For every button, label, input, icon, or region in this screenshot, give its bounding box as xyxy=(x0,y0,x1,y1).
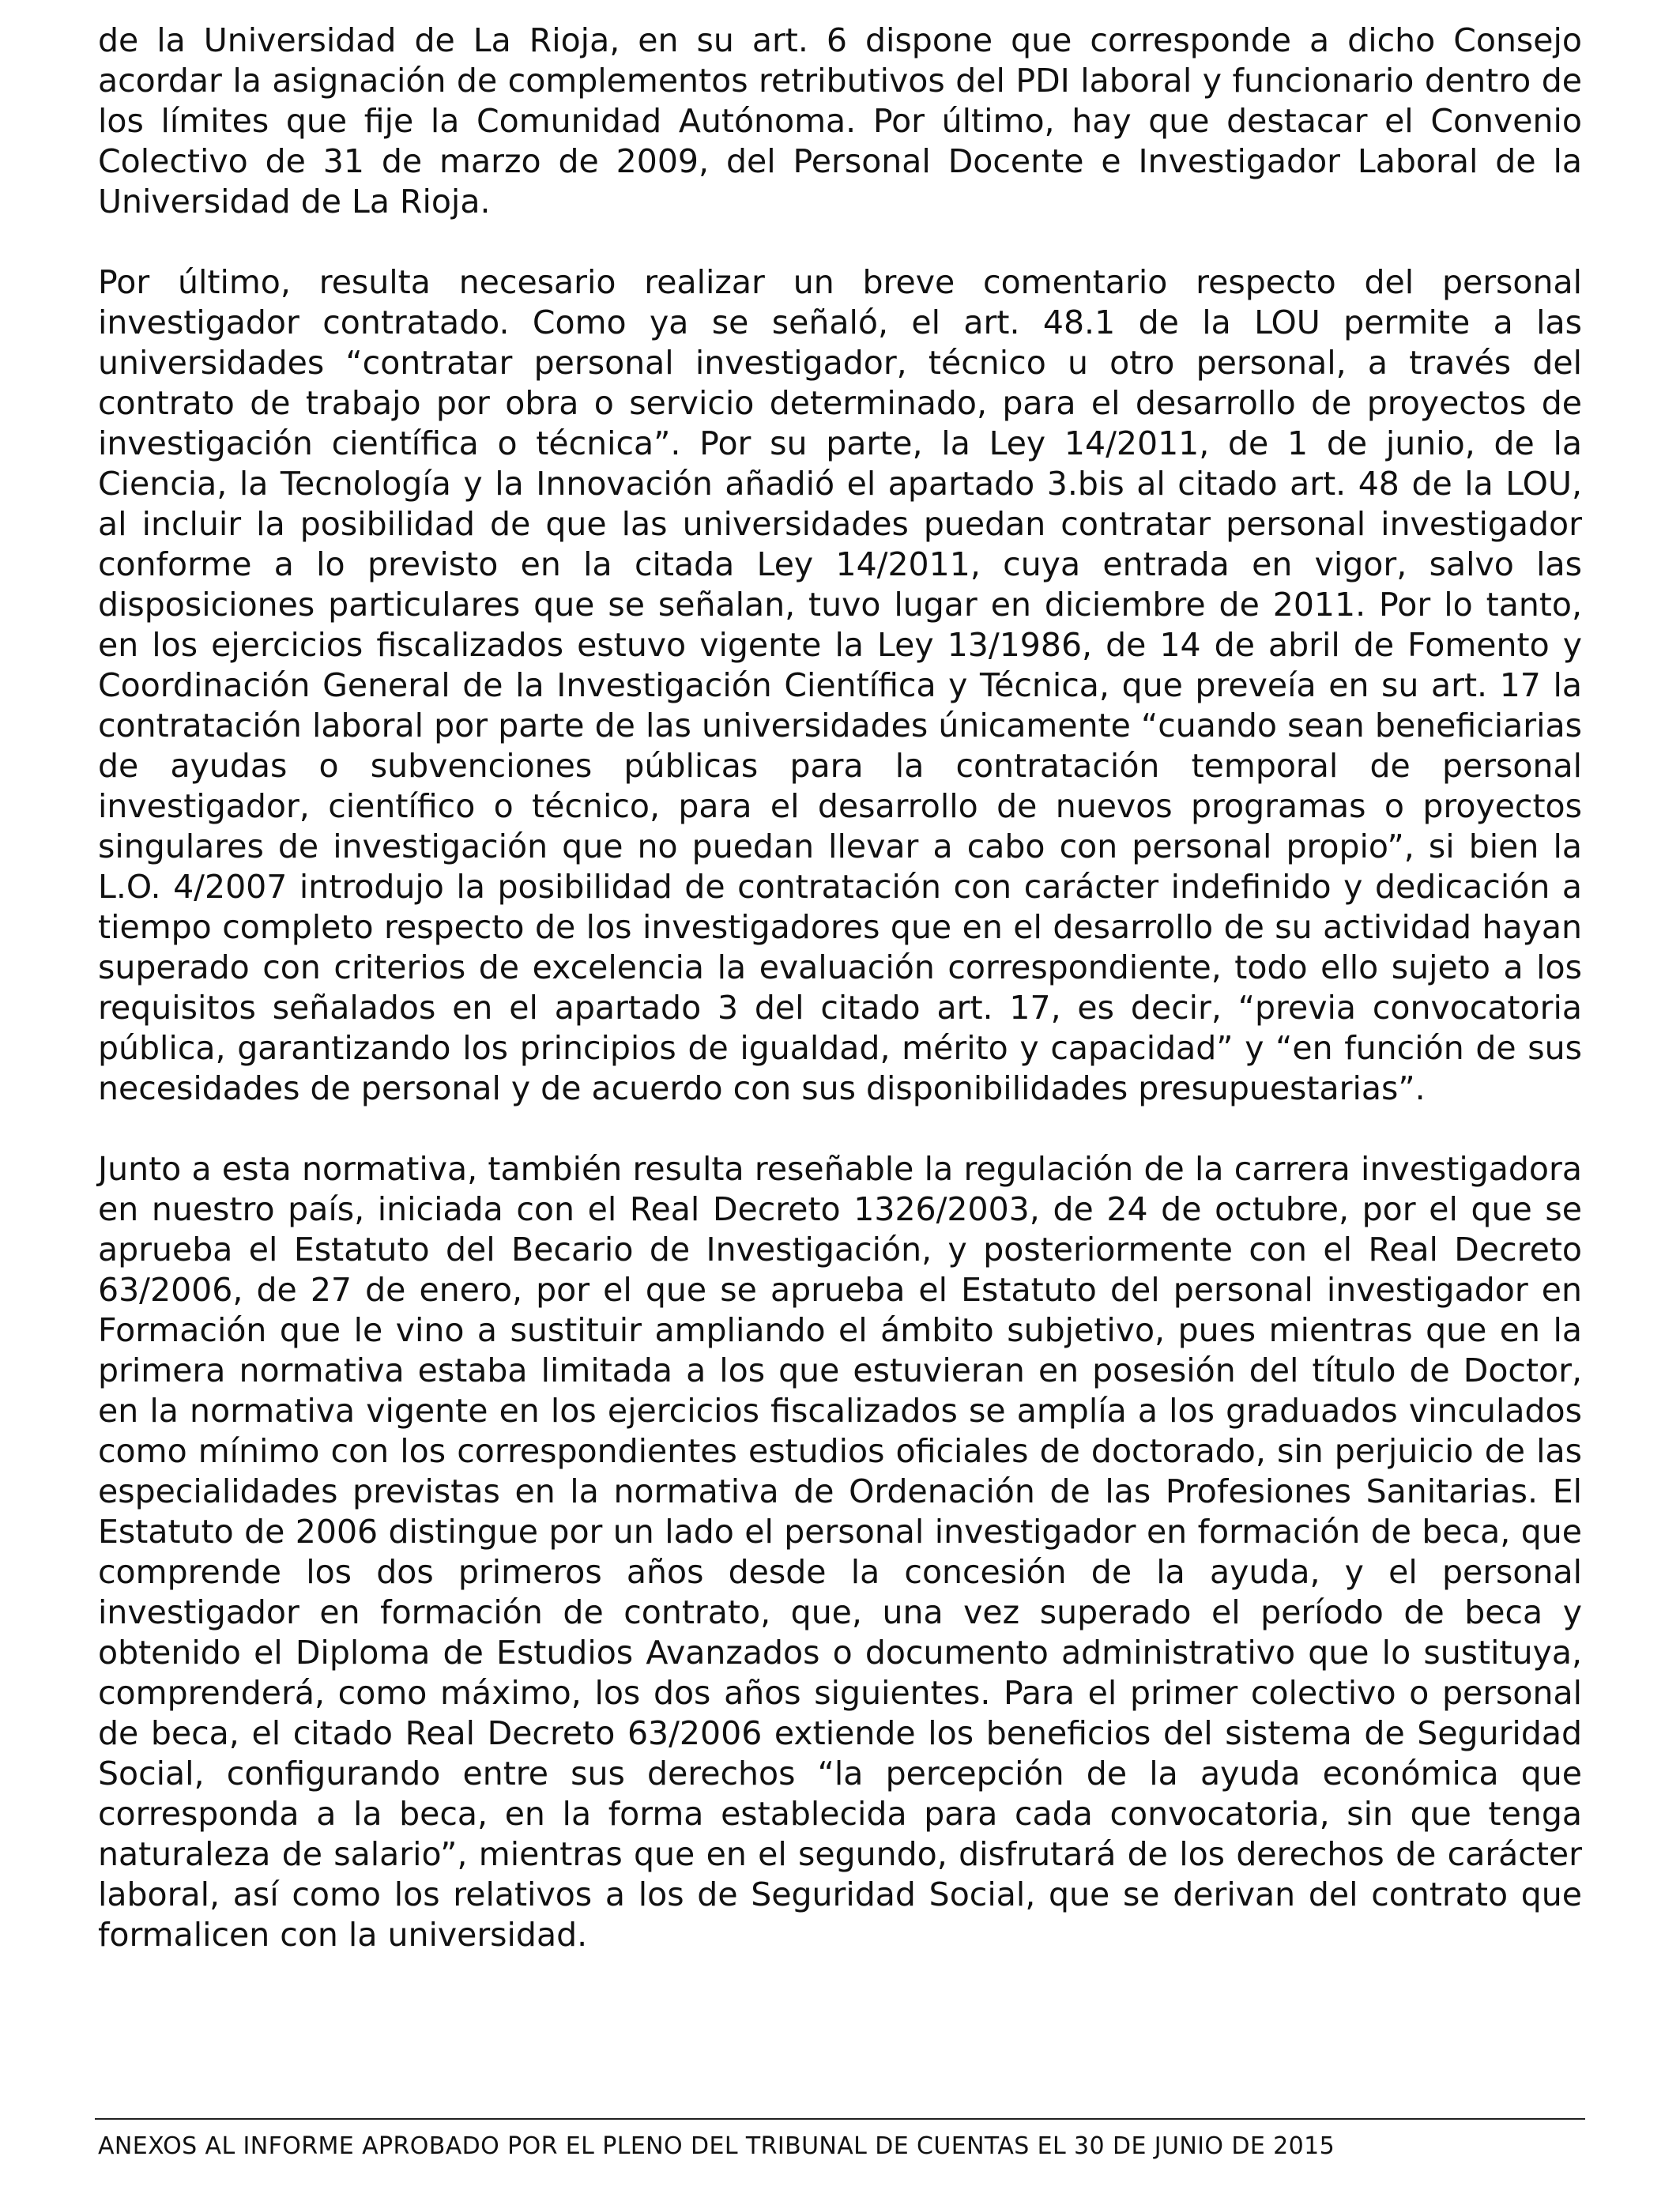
paragraph-personal-investigador-contratado: Por último, resulta necesario realizar un breve comentario respecto del personal investigador contratado. Como ya se señaló, el art. 48.1 de la LOU permite a las universidades “contratar personal investigador, técnico u otro personal, a través del contrato de trabajo por obra o servicio determinado, para el desarrollo de proyectos de investigación científica o técnica”. Por su parte, la Ley 14/2011, de 1 de junio, de la Ciencia, la Tecnología y la Innovación añadió el apartado 3.bis al citado art. 48 de la LOU, al incluir la posibilidad de que las universidades puedan contratar personal investigador conforme a lo previsto en la citada Ley 14/2011, cuya entrada en vigor, salvo las disposiciones particulares que se señalan, tuvo lugar en diciembre de 2011. Por lo tanto, en los ejercicios fiscalizados estuvo vigente la Ley 13/1986, de 14 de abril de Fomento y Coordinación General de la Investigación Científica y Técnica, que preveía en su art. 17 la contratación laboral por parte de las universidades únicamente “cuando sean beneficiarias de ayudas o subvenciones públicas para la contratación temporal de personal investigador, científico o técnico, para el desarrollo de nuevos programas o proyectos singulares de investigación que no puedan llevar a cabo con personal propio”, si bien la L.O. 4/2007 introdujo la posibilidad de contratación con carácter indefinido y dedicación a tiempo completo respecto de los investigadores que en el desarrollo de su actividad hayan superado con criterios de excelencia la evaluación correspondiente, todo ello sujeto a los requisitos señalados en el apartado 3 del citado art. 17, es decir, “previa convocatoria pública, garantizando los principios de igualdad, mérito y capacidad” y “en función de sus necesidades de personal y de acuerdo con sus disponibilidades presupuestarias”. xyxy=(98,263,1582,1107)
footer-divider xyxy=(95,2118,1585,2120)
paragraph-carrera-investigadora: Junto a esta normativa, también resulta reseñable la regulación de la carrera investigadora en nuestro país, iniciada con el Real Decreto 1326/2003, de 24 de octubre, por el que se aprueba el Estatuto del Becario de Investigación, y posteriormente con el Real Decreto 63/2006, de 27 de enero, por el que se aprueba el Estatuto del personal investigador en Formación que le vino a sustituir ampliando el ámbito subjetivo, pues mientras que en la primera normativa estaba limitada a los que estuvieran en posesión del título de Doctor, en la normativa vigente en los ejercicios fiscalizados se amplía a los graduados vinculados como mínimo con los correspondientes estudios oficiales de doctorado, sin perjuicio de las especialidades previstas en la normativa de Ordenación de las Profesiones Sanitarias. El Estatuto de 2006 distingue por un lado el personal investigador en formación de beca, que comprende los dos primeros años desde la concesión de la ayuda, y el personal investigador en formación de contrato, que, una vez superado el período de beca y obtenido el Diploma de Estudios Avanzados o documento administrativo que lo sustituya, comprenderá, como máximo, los dos años siguientes. Para el primer colectivo o personal de beca, el citado Real Decreto 63/2006 extiende los beneficios del sistema de Seguridad Social, configurando entre sus derechos “la percepción de la ayuda económica que corresponda a la beca, en la forma establecida para cada convocatoria, sin que tenga naturaleza de salario”, mientras que en el segundo, disfrutará de los derechos de carácter laboral, así como los relativos a los de Seguridad Social, que se derivan del contrato que formalicen con la universidad. xyxy=(98,1150,1582,1954)
paragraph-convenio-colectivo: de la Universidad de La Rioja, en su art. 6 dispone que corresponde a dicho Consejo acordar la asignación de complementos retributivos del PDI laboral y funcionario dentro de los límites que fije la Comunidad Autónoma. Por último, hay que destacar el Convenio Colectivo de 31 de marzo de 2009, del Personal Docente e Investigador Laboral de la Universidad de La Rioja. xyxy=(98,21,1582,221)
document-body xyxy=(98,21,1582,1955)
page-footer xyxy=(95,2118,1585,2162)
footer-text: ANEXOS AL INFORME APROBADO POR EL PLENO DEL TRIBUNAL DE CUENTAS EL 30 DE JUNIO DE 2015 xyxy=(98,2132,1335,2160)
